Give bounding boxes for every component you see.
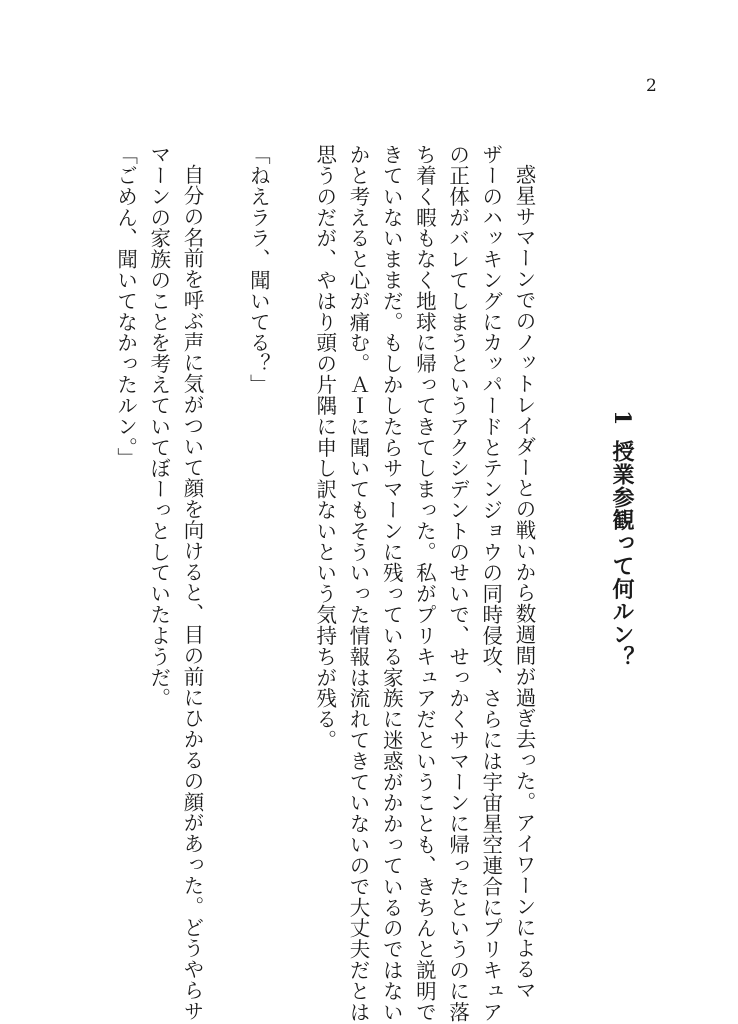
text-line: きていないままだ。もしかしたらサマーンに残っている家族に迷惑がかかっているのではない [379, 144, 404, 1023]
text-line: 自分の名前を呼ぶ声に気がついて顔を向けると、目の前にひかるの顔があった。どうやらサ [179, 164, 204, 1022]
text-line: 惑星サマーンでのノットレイダーとの戦いから数週間が過ぎ去った。アイワーンによるマ [512, 164, 536, 1001]
blank-line [208, 144, 241, 944]
text-line: 「ねえララ、聞いてる？」 [246, 144, 271, 395]
blank-line [274, 144, 307, 944]
chapter-heading [606, 410, 638, 669]
text-line: の正体がバレてしまうというアクシデントのせいで、せっかくサマーンに帰ったというのに落 [445, 144, 470, 1023]
chapter-number: 1 [609, 410, 635, 427]
text-line: マーンの家族のことを考えていてぼーっとしていたようだ。 [146, 144, 171, 709]
text-line: 思うのだが、やはり頭の片隅に申し訳ないという気持ちが残る。 [312, 144, 337, 751]
dialogue-line [108, 144, 141, 944]
dialogue-line [241, 144, 274, 944]
paragraph [308, 144, 540, 1023]
paragraph [142, 144, 208, 1022]
text-line: かと考えると心が痛む。ＡＩに聞いてもそういった情報は流れてきていないので大丈夫だとは [345, 144, 370, 1023]
body-text [113, 144, 540, 1023]
chapter-title: 授業参観って何ルン？ [609, 440, 635, 670]
text-line: 「ごめん、聞いてなかったルン。」 [113, 144, 138, 469]
text-line: ザーのハッキングにカッパードとテンジョウの同時侵攻、さらには宇宙星空連合にプリキュア [478, 144, 503, 1023]
text-line: ち着く暇もなく地球に帰ってきてしまった。私がプリキュアだということも、きちんと説明で [412, 144, 437, 1023]
page-number: 2 [646, 76, 657, 96]
